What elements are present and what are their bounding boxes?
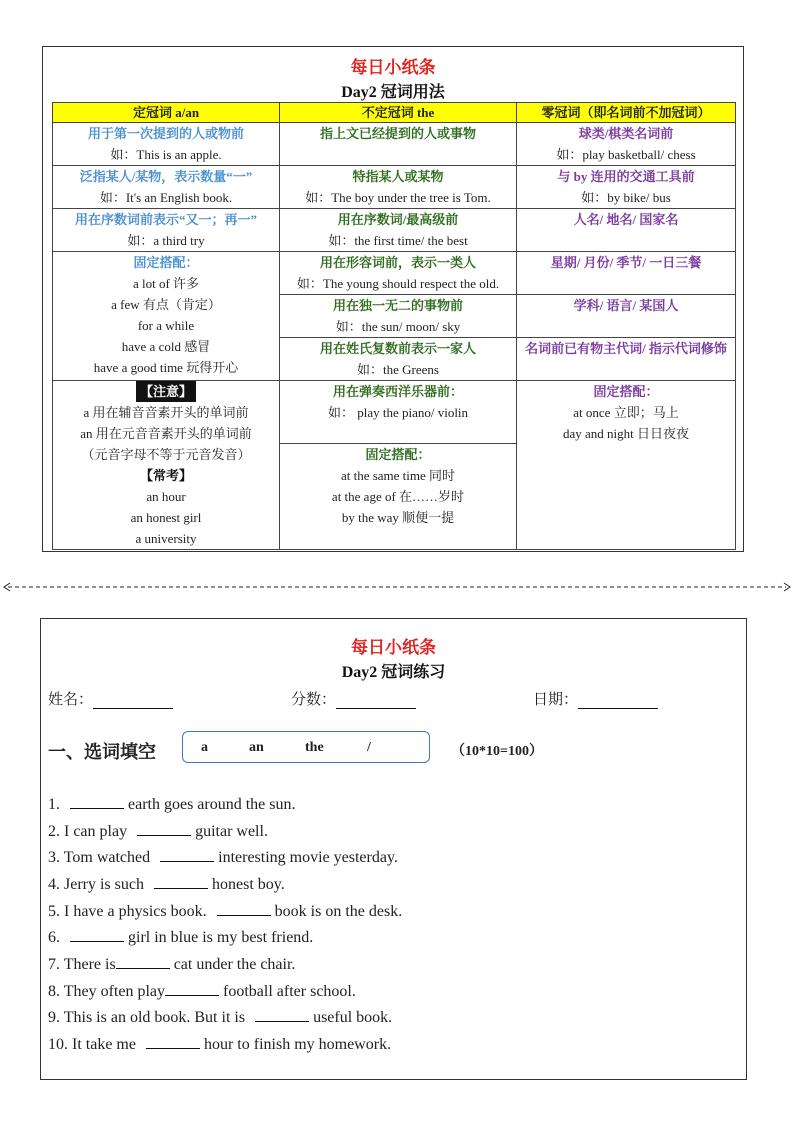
phrase-text: at once 立即；马上 [573,405,679,420]
phrase-text: have a cold 感冒 [121,339,211,354]
question-number: 4. [48,876,60,893]
cell [53,209,280,252]
rule-text: 用在姓氏复数前表示一家人 [319,341,476,356]
rule-text: 用在独一无二的事物前 [332,298,463,313]
answer-blank[interactable] [165,981,219,996]
example-text: 如：The young should respect the old. [296,276,500,291]
word-option: / [367,740,371,755]
example-text: 如：by bike/ bus [581,190,671,205]
rule-text: 指上文已经提到的人或事物 [319,126,476,141]
question-text: earth goes around the sun. [128,796,296,813]
cell [280,123,517,166]
cell [517,295,736,338]
word-option: the [305,740,324,755]
note-tag-label: 【注意】 [136,381,196,402]
cell [517,338,736,381]
question-item [48,874,285,894]
phrase-text: day and night 日日夜夜 [562,426,689,441]
cell [53,381,280,550]
question-number: 3. [48,849,60,866]
rule-text: 泛指某人/某物，表示数量“一” [79,169,253,184]
dashed-divider [2,582,792,592]
phrase-text: a few 有点（肯定） [111,297,221,312]
phrase-text: have a good time 玩得开心 [93,360,239,375]
note-text: （元音字母不等于元音发音） [81,447,251,462]
answer-blank[interactable] [255,1007,309,1022]
phrase-text: by the way 顺便一提 [341,510,455,526]
rule-text: 固定搭配： [133,255,199,270]
usage-card [42,46,744,552]
score-label: 分数： [291,692,337,708]
rule-text: 与 by 连用的交通工具前 [557,169,695,184]
date-label: 日期： [533,692,579,708]
question-number: 9. [48,1009,60,1026]
example-text: 如：This is an apple. [110,147,222,162]
question-text: football after school. [223,983,356,1000]
card-subtitle: Day2 冠词用法 [341,84,445,101]
rule-text: 学科/ 语言/ 某国人 [573,298,679,313]
question-text: hour to finish my homework. [203,1036,392,1053]
rule-text: 固定搭配： [365,447,431,463]
answer-blank[interactable] [70,794,124,809]
question-text: I have a physics book. [64,903,207,920]
card-title: 每日小纸条 [350,58,436,77]
name-field[interactable] [48,688,173,709]
question-text: I can play [64,823,128,840]
question-number: 7. [48,956,60,973]
question-item [48,794,296,814]
phrase-text: an hour [146,489,186,504]
answer-blank[interactable] [154,874,208,889]
date-line[interactable] [578,694,658,709]
example-text: 如：It's an English book. [99,190,233,205]
question-item [48,821,268,841]
word-bank [182,731,430,763]
question-text: guitar well. [195,823,268,840]
question-text: girl in blue is my best friend. [128,929,314,946]
example-text: 如： play the piano/ violin [327,405,469,420]
cell [280,381,517,444]
rule-text: 用于第一次提到的人或物前 [87,126,244,141]
rule-text: 用在形容词前，表示一类人 [319,255,476,270]
usage-table [52,102,736,550]
question-text: interesting movie yesterday. [218,849,398,866]
cell [517,252,736,295]
cell [53,123,280,166]
answer-blank[interactable] [116,954,170,969]
cell [517,166,736,209]
cell [280,252,517,295]
rule-text: 用在序数词前表示“又一；再一” [74,212,257,227]
header-definite: 定冠词 a/an [53,103,280,123]
question-item [48,1007,392,1027]
example-text: 如：a third try [127,233,205,248]
date-field[interactable] [533,688,658,709]
card-title: 每日小纸条 [351,638,436,657]
rule-text: 用在弹奏西洋乐器前： [332,384,463,399]
question-number: 2. [48,823,60,840]
word-option: a [201,740,208,755]
question-number: 1. [48,796,60,813]
rule-text: 固定搭配： [593,384,659,399]
question-item [48,981,356,1001]
score-field[interactable] [291,688,416,709]
exam-tag: 【常考】 [139,468,192,483]
example-text: 如：the Greens [357,362,439,377]
rule-text: 名词前已有物主代词/ 指示代词修饰 [525,341,727,356]
question-text: It take me [72,1036,136,1053]
phrase-text: a university [135,531,197,546]
score-line[interactable] [336,694,416,709]
name-line[interactable] [93,694,173,709]
question-text: book is on the desk. [274,903,403,920]
card-subtitle: Day2 冠词练习 [341,664,446,681]
example-text: 如：play basketball/ chess [556,147,696,162]
question-number: 8. [48,983,60,1000]
question-text: Jerry is such [64,876,144,893]
phrase-text: at the age of 在……岁时 [331,489,465,505]
question-text: There is [63,956,116,973]
word-option: an [249,740,264,755]
question-text: useful book. [313,1009,393,1026]
section-title: 一、选词填空 [48,742,156,762]
answer-blank[interactable] [217,901,271,916]
cell [280,209,517,252]
rule-text: 星期/ 月份/ 季节/ 一日三餐 [550,255,702,270]
phrase-text: for a while [137,318,195,333]
question-number: 5. [48,903,60,920]
note-text: an 用在元音音素开头的单词前 [80,426,252,441]
example-text: 如：the sun/ moon/ sky [335,319,461,334]
cell [517,123,736,166]
name-label: 姓名： [48,692,94,708]
cell [517,381,736,550]
question-text: They often play [63,983,166,1000]
answer-blank[interactable] [137,821,191,836]
cell [53,166,280,209]
rule-text: 球类/棋类名词前 [578,126,674,141]
example-text: 如：The boy under the tree is Tom. [305,190,491,205]
header-indefinite: 不定冠词 the [280,103,517,123]
question-number: 10. [48,1036,68,1053]
note-text: a 用在辅音音素开头的单词前 [83,405,249,420]
question-text: This is an old book. But it is [63,1009,246,1026]
note-tag [55,381,277,402]
question-item [48,954,295,974]
question-item [48,927,313,947]
example-text: 如：the first time/ the best [328,233,468,248]
answer-blank[interactable] [70,927,124,942]
question-text: Tom watched [63,849,151,866]
cell [280,166,517,209]
cell [53,252,280,381]
question-item [48,1034,391,1054]
cell [517,209,736,252]
rule-text: 特指某人或某物 [352,169,444,184]
question-item [48,847,398,867]
cell [280,444,517,550]
question-number: 6. [48,929,60,946]
cell [280,295,517,338]
question-text: cat under the chair. [173,956,296,973]
phrase-text: at the same time 同时 [340,468,456,484]
phrase-text: a lot of 许多 [132,276,200,291]
cell [280,338,517,381]
phrase-text: an honest girl [130,510,202,525]
question-item [48,901,402,921]
score-note: （10*10=100） [451,744,543,759]
header-zero: 零冠词（即名词前不加冠词） [517,103,736,123]
answer-blank[interactable] [160,847,214,862]
rule-text: 人名/ 地名/ 国家名 [573,212,679,227]
rule-text: 用在序数词/最高级前 [337,212,459,227]
question-text: honest boy. [211,876,285,893]
answer-blank[interactable] [146,1034,200,1049]
